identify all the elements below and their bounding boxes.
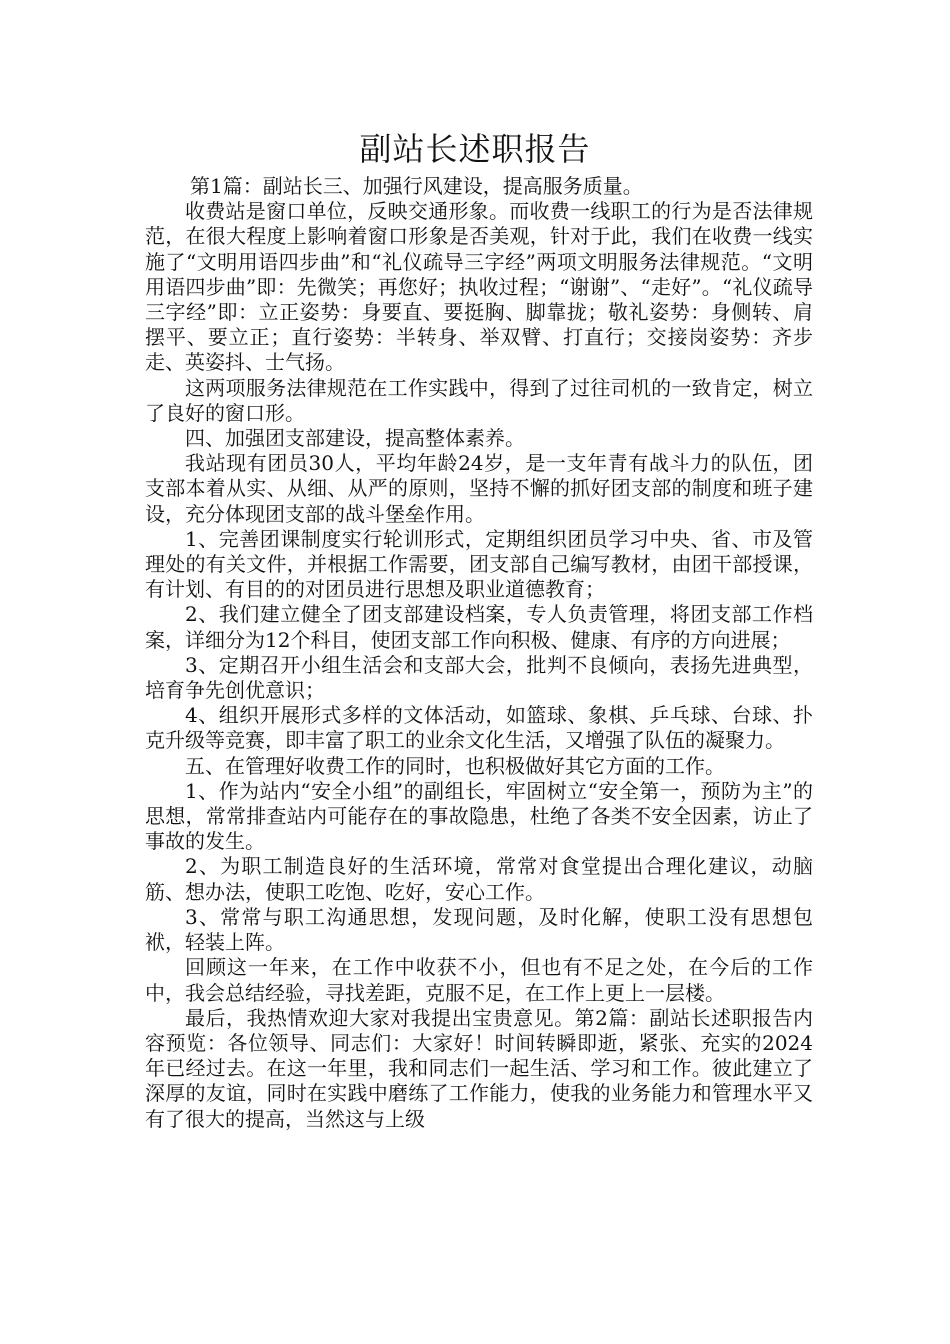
paragraph-13: 3、常常与职工沟通思想，发现问题，及时化解，使职工没有思想包袱，轻装上阵。: [145, 904, 813, 955]
document-body: [145, 174, 813, 1132]
paragraph-8: 3、定期召开小组生活会和支部大会，批判不良倾向，表扬先进典型，培育争先创优意识；: [145, 652, 813, 703]
paragraph-4: 四、加强团支部建设，提高整体素养。: [185, 426, 525, 451]
paragraph-7: 2、我们建立健全了团支部建设档案，专人负责管理，将团支部工作档案，详细分为12个科目，使团支部工作向积极、健康、有序的方向进展；: [145, 602, 813, 652]
paragraph-10: 五、在管理好收费工作的同时，也积极做好其它方面的工作。: [185, 753, 725, 778]
paragraph-9: 4、组织开展形式多样的文体活动，如篮球、象棋、乒乓球、台球、扑克升级等竞赛，即丰富了职工的业余文化生活，又增强了队伍的凝聚力。: [145, 703, 813, 753]
paragraph-6: 1、完善团课制度实行轮训形式，定期组织团员学习中央、省、市及管理处的有关文件，并根据工作需要，团支部自己编写教材，由团干部授课，有计划、有目的的对团员进行思想及职业道德教育；: [145, 526, 813, 602]
document-title: 副站长述职报告: [359, 130, 591, 168]
paragraph-15: 最后，我热情欢迎大家对我提出宝贵意见。第2篇：副站长述职报告内容预览：各位领导、同志们：大家好！时间转瞬即逝，紧张、充实的2024年已经过去。在这一年里，我和同志们一起生活、学习和工作。彼此建立了深厚的友谊，同时在实践中磨练了工作能力，使我的业务能力和管理水平又有了很大的提高，当然这与上级: [145, 1005, 813, 1131]
paragraph-3: 这两项服务法律规范在工作实践中，得到了过往司机的一致肯定，树立了良好的窗口形。: [145, 375, 813, 425]
paragraph-12: 2、为职工制造良好的生活环境，常常对食堂提出合理化建议，动脑筋、想办法，使职工吃饱、吃好，安心工作。: [145, 854, 813, 904]
paragraph-5: 我站现有团员30人，平均年龄24岁，是一支年青有战斗力的队伍，团支部本着从实、从细、从严的原则，坚持不懈的抓好团支部的制度和班子建设，充分体现团支部的战斗堡垒作用。: [145, 451, 813, 526]
paragraph-14: 回顾这一年来，在工作中收获不小，但也有不足之处，在今后的工作中，我会总结经验，寻找差距，克服不足，在工作上更上一层楼。: [145, 955, 813, 1005]
paragraph-2: 收费站是窗口单位，反映交通形象。而收费一线职工的行为是否法律规范，在很大程度上影响着窗口形象是否美观，针对于此，我们在收费一线实施了“文明用语四步曲”和“礼仪疏导三字经”两项文明服务法律规范。“文明用语四步曲”即：先微笑；再您好；执收过程；“谢谢”、“走好”。“礼仪疏导三字经”即：立正姿势：身要直、要挺胸、脚靠拢；敬礼姿势：身侧转、肩摆平、要立正；直行姿势：半转身、举双臂、打直行；交接岗姿势：齐步走、英姿抖、士气扬。: [145, 199, 813, 375]
paragraph-1: 第1篇：副站长三、加强行风建设，提高服务质量。: [190, 174, 643, 198]
paragraph-11: 1、作为站内“安全小组”的副组长，牢固树立“安全第一，预防为主”的思想，常常排查站内可能存在的事故隐患，杜绝了各类不安全因素，访止了事故的发生。: [145, 778, 813, 854]
